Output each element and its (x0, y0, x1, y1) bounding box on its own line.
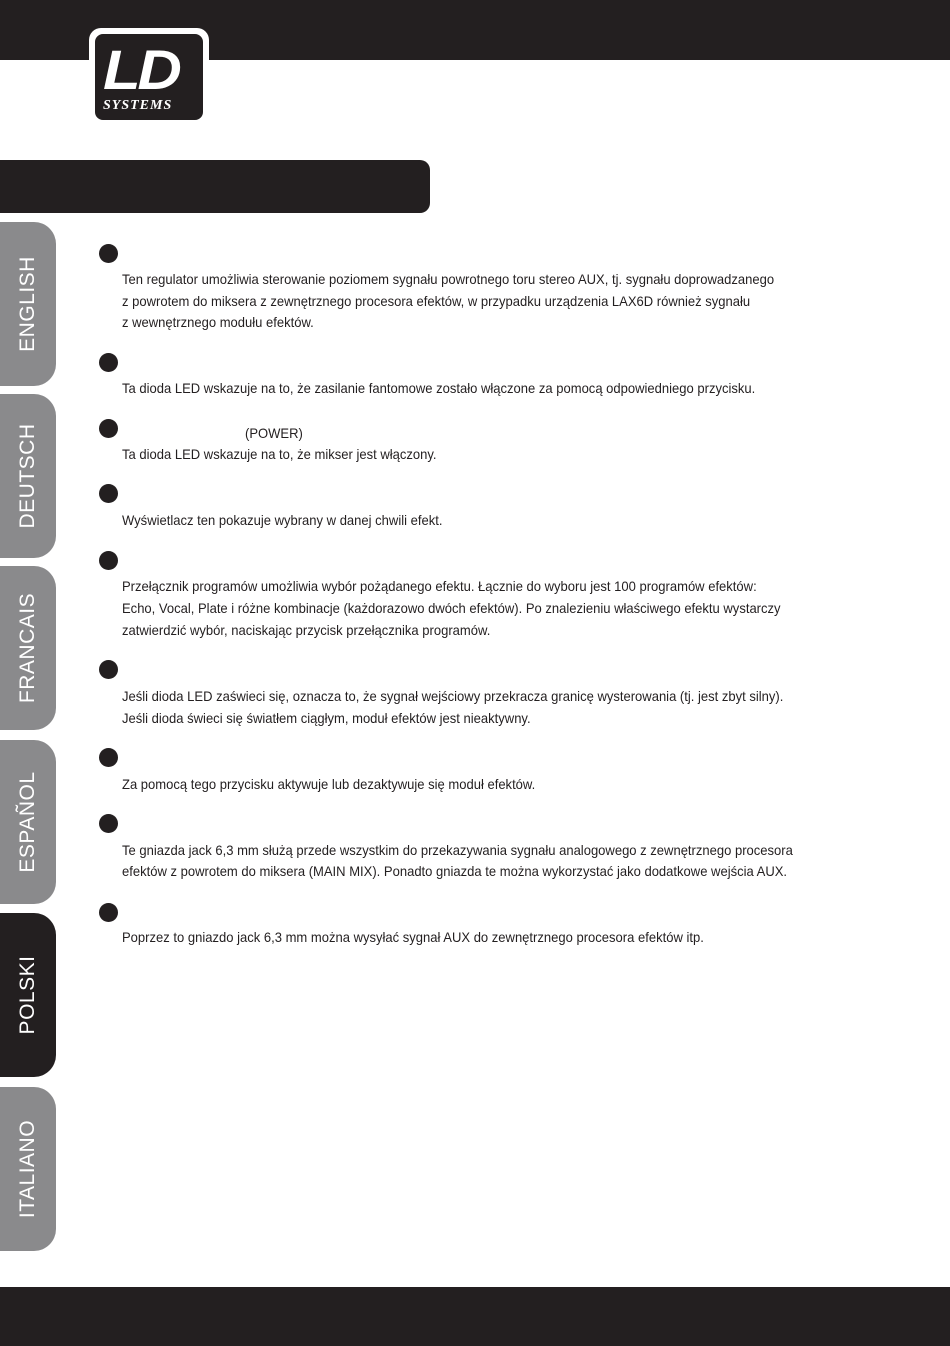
tab-polski[interactable] (0, 913, 56, 1077)
paragraph-line: zatwierdzić wybór, naciskając przycisk przełącznika programów. (122, 622, 491, 638)
paragraph-line: Przełącznik programów umożliwia wybór pożądanego efektu. Łącznie do wyboru jest 100 programów efektów: (122, 578, 757, 594)
bullet-icon (99, 484, 118, 503)
section-header-bar (0, 160, 430, 213)
paragraph-line: efektów z powrotem do miksera (MAIN MIX). Ponadto gniazda te można wykorzystać jako dodatkowe wejścia AUX. (122, 863, 788, 879)
paragraph-line: Poprzez to gniazdo jack 6,3 mm można wysyłać sygnał AUX do zewnętrznego procesora efektów itp. (122, 929, 704, 945)
paragraph-line: Ta dioda LED wskazuje na to, że zasilanie fantomowe zostało włączone za pomocą odpowiedniego przycisku. (122, 380, 756, 396)
tab-label: ESPAÑOL (16, 771, 39, 873)
paragraph-line: Ta dioda LED wskazuje na to, że mikser jest włączony. (122, 446, 437, 462)
tab-label: ITALIANO (16, 1119, 39, 1219)
tab-italiano[interactable] (0, 1087, 56, 1251)
tab-english[interactable] (0, 222, 56, 386)
bullet-icon (99, 551, 118, 570)
paragraph-line: Wyświetlacz ten pokazuje wybrany w danej chwili efekt. (122, 512, 443, 528)
logo-mark: LD (103, 38, 179, 101)
paragraph-line: Echo, Vocal, Plate i różne kombinacje (każdorazowo dwóch efektów). Po znalezieniu właściwego efektu wystarczy (122, 600, 781, 616)
paragraph-line: Jeśli dioda LED zaświeci się, oznacza to, że sygnał wejściowy przekracza granicę wysterowania (tj. jest zbyt silny). (122, 688, 784, 704)
tab-label: POLSKI (16, 955, 39, 1035)
tab-label: ENGLISH (16, 256, 39, 352)
ld-systems-logo (89, 28, 209, 126)
bullet-icon (99, 660, 118, 679)
tab-deutsch[interactable] (0, 394, 56, 558)
bullet-icon (99, 903, 118, 922)
tab-label: DEUTSCH (16, 423, 39, 529)
tab-espanol[interactable] (0, 740, 56, 904)
bottom-bar (0, 1287, 950, 1346)
bullet-icon (99, 748, 118, 767)
paragraph-line: Te gniazda jack 6,3 mm służą przede wszystkim do przekazywania sygnału analogowego z zewnętrznego procesora (122, 842, 793, 858)
paragraph-line: Jeśli dioda świeci się światłem ciągłym, moduł efektów jest nieaktywny. (122, 710, 531, 726)
tab-francais[interactable] (0, 566, 56, 730)
paragraph-line: Ten regulator umożliwia sterowanie poziomem sygnału powrotnego toru stereo AUX, tj. sygnału doprowadzanego (122, 271, 775, 287)
bullet-icon (99, 244, 118, 263)
bullet-icon (99, 419, 118, 438)
tab-label: FRANCAIS (16, 592, 39, 704)
section-heading: (POWER) (245, 425, 303, 441)
logo-subtitle: SYSTEMS (103, 98, 173, 113)
bullet-icon (99, 353, 118, 372)
paragraph-line: z wewnętrznego modułu efektów. (122, 314, 314, 330)
bullet-icon (99, 814, 118, 833)
paragraph-line: z powrotem do miksera z zewnętrznego procesora efektów, w przypadku urządzenia LAX6D również sygnału (122, 293, 751, 309)
paragraph-line: Za pomocą tego przycisku aktywuje lub dezaktywuje się moduł efektów. (122, 776, 536, 792)
